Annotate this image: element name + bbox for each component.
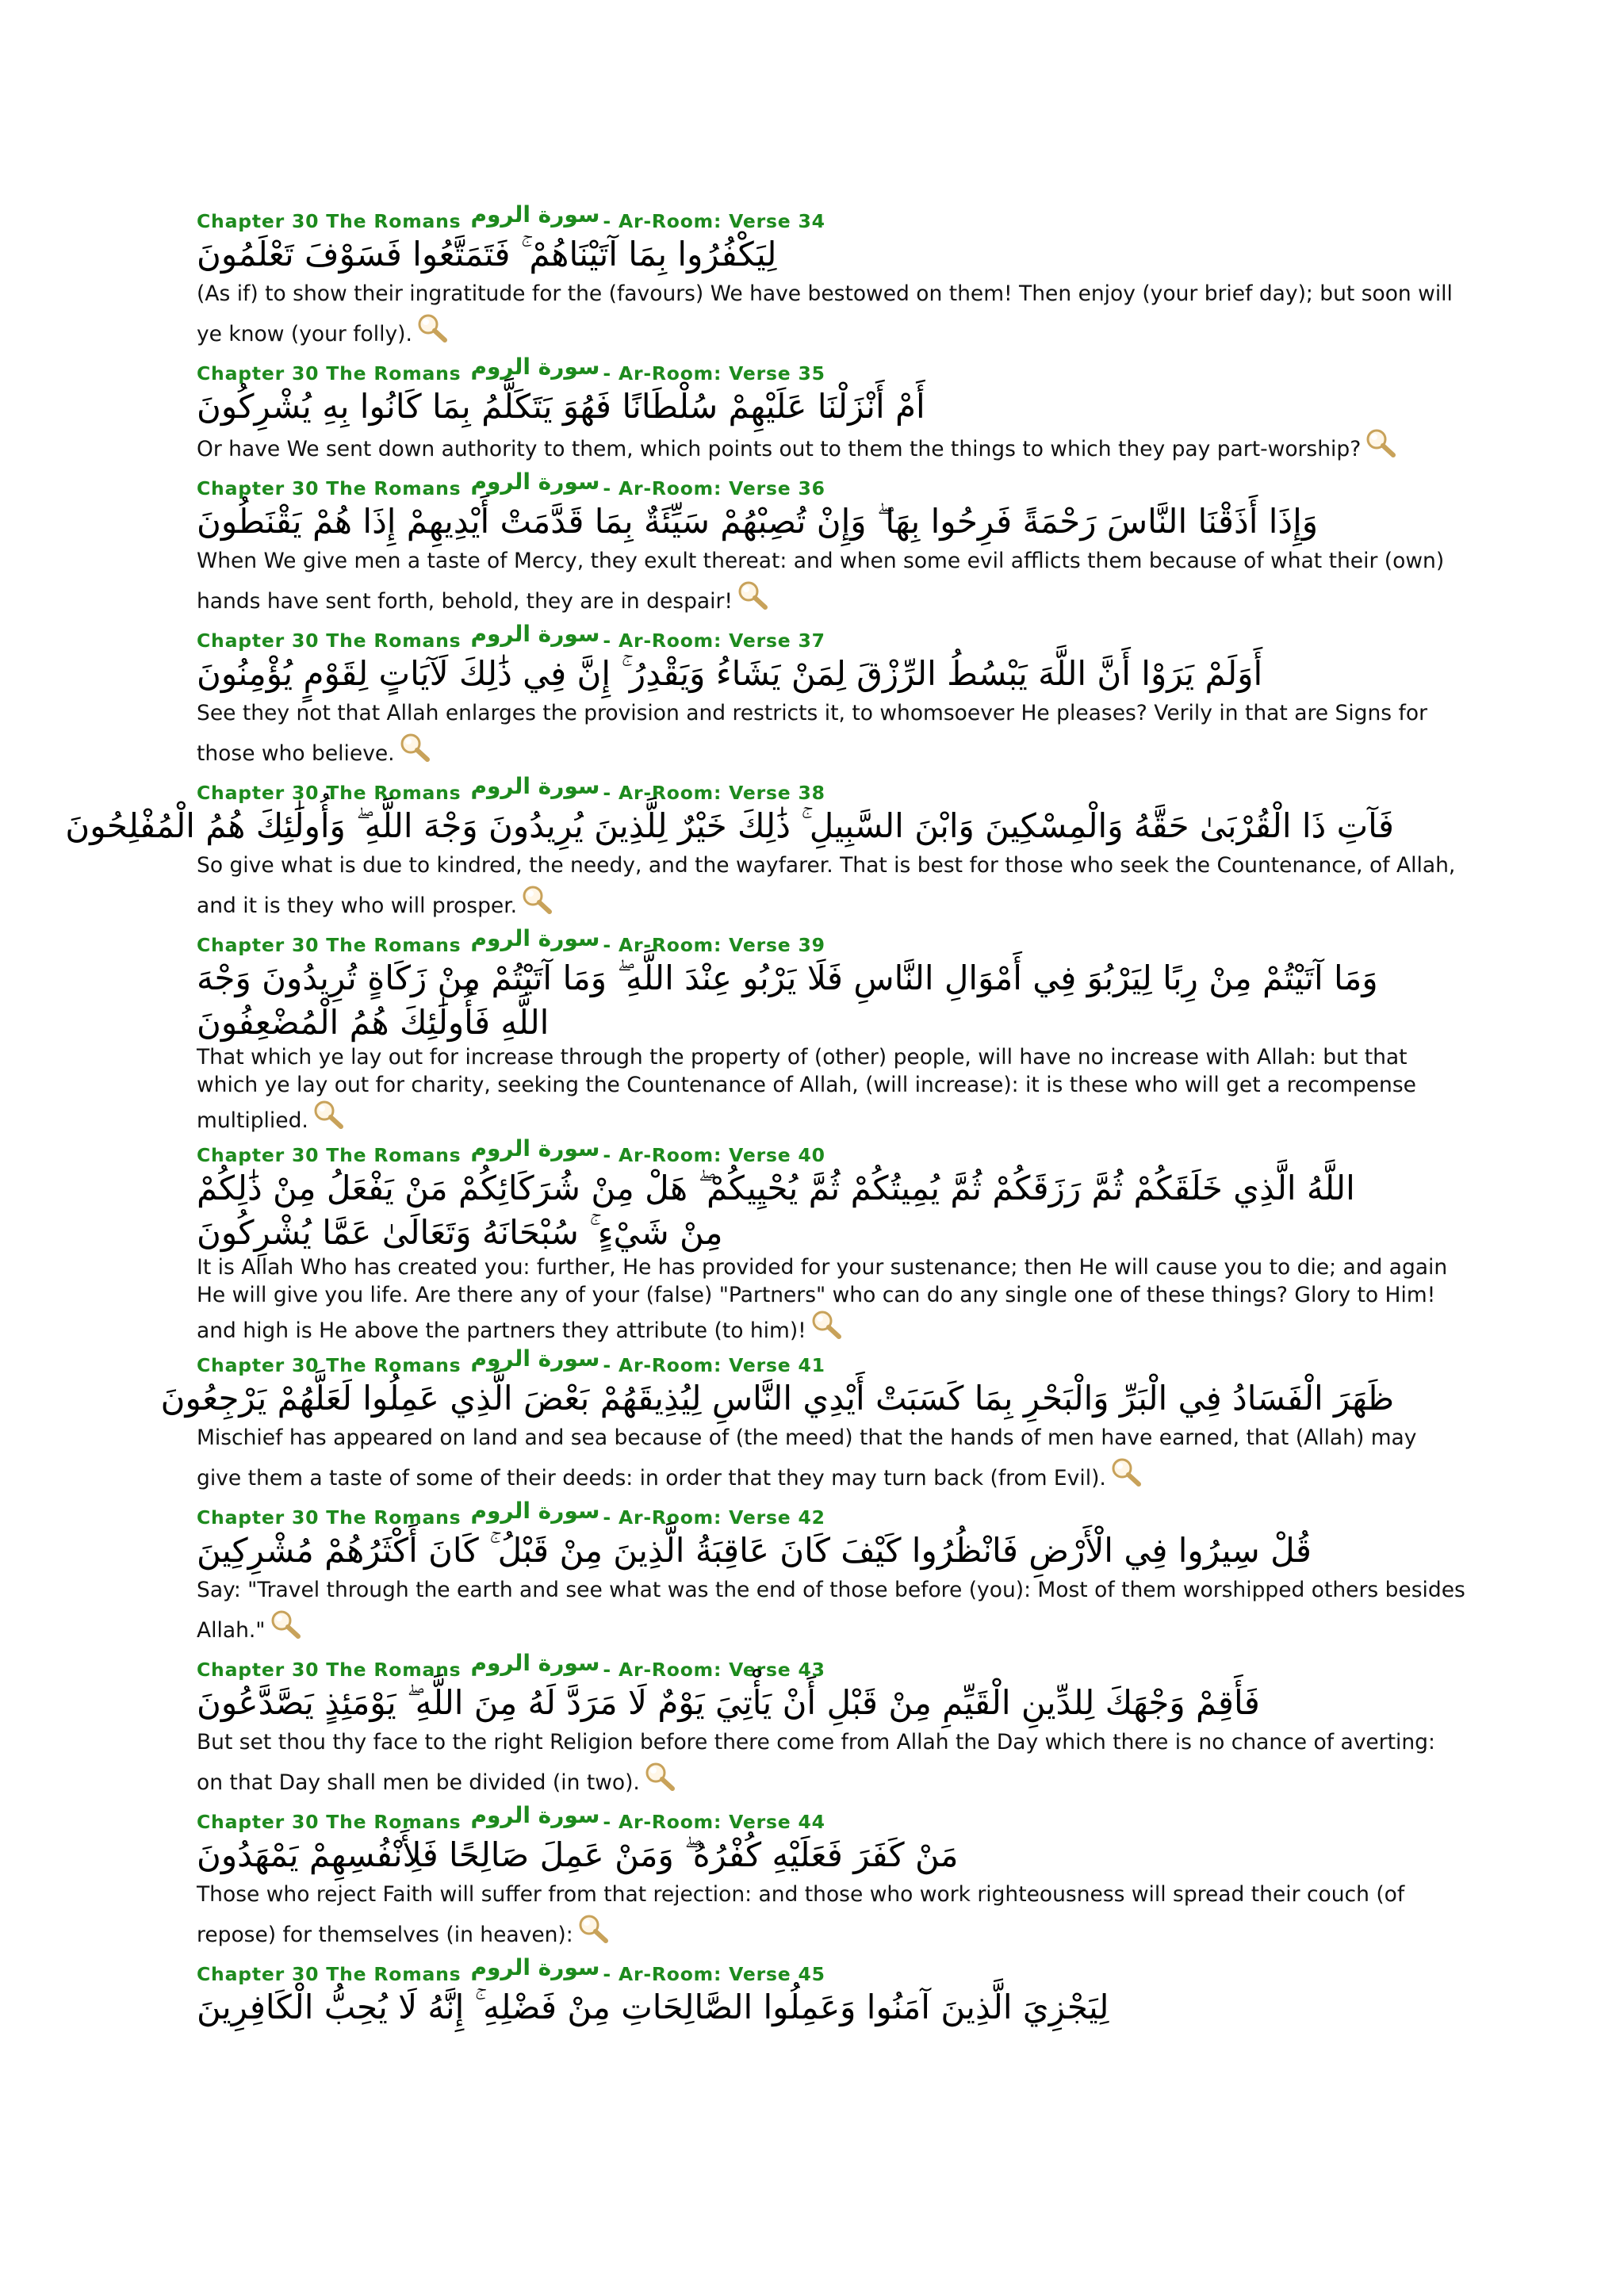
translation-text: [197, 1571, 1465, 1649]
translation-body: Those who reject Faith will suffer from that rejection: and those who work righteousness will spread their couch (of repose) for themselves (in heaven):: [197, 1882, 1405, 1947]
verse-header: [197, 1954, 1434, 1985]
translation-text: [197, 1876, 1465, 1954]
translation-body: When We give men a taste of Mercy, they exult thereat: and when some evil afflicts them because of what their (own) hands have sent forth, behold, they are in despair!: [197, 549, 1445, 614]
magnifier-icon[interactable]: [398, 732, 431, 763]
verse-header: [197, 772, 1434, 804]
translation-body: Say: "Travel through the earth and see what was the end of those before (you): Most of them worshipped others besides Allah.": [197, 1578, 1465, 1643]
magnifier-icon[interactable]: [1109, 1456, 1143, 1488]
verse-number: 40: [798, 1144, 825, 1166]
surah-verse-label: - Ar-Room: Verse: [603, 782, 791, 804]
magnifier-icon[interactable]: [810, 1309, 843, 1341]
surah-name-arabic: سورة الروم: [470, 469, 600, 495]
verse-number: 36: [798, 477, 825, 499]
verse-header: [197, 1497, 1434, 1529]
arabic-text: أَمْ أَنْزَلْنَا عَلَيْهِمْ سُلْطَانًا فَهُوَ يَتَكَلَّمُ بِمَا كَانُوا بِهِ يُشْرِكُونَ: [197, 387, 925, 426]
verse-41: [160, 1345, 1434, 1497]
verse-number: 37: [798, 629, 825, 652]
verse-number: 45: [798, 1963, 825, 1985]
surah-verse-label: - Ar-Room: Verse: [603, 1144, 791, 1166]
chapter-label: Chapter 30 The Romans: [197, 1354, 462, 1376]
translation-body: Or have We sent down authority to them, which points out to them the things to which they pay part-worship?: [197, 437, 1362, 461]
verse-header: [197, 924, 1434, 956]
arabic-text: مَنْ كَفَرَ فَعَلَيْهِ كُفْرُهُ ۖ وَمَنْ عَمِلَ صَالِحًا فَلِأَنْفُسِهِمْ يَمْهَدُونَ: [197, 1835, 959, 1874]
chapter-label: Chapter 30 The Romans: [197, 629, 462, 652]
arabic-text: وَإِذَا أَذَقْنَا النَّاسَ رَحْمَةً فَرِحُوا بِهَا ۖ وَإِنْ تُصِبْهُمْ سَيِّئَةٌ بِمَا قَدَّمَتْ أَيْدِيهِمْ إِذَا هُمْ يَقْنَطُونَ: [197, 502, 1319, 541]
verse-header: [197, 201, 1434, 232]
magnifier-icon[interactable]: [736, 580, 769, 611]
chapter-label: Chapter 30 The Romans: [197, 1659, 462, 1681]
translation-text: [197, 1419, 1465, 1497]
translation-body: See they not that Allah enlarges the provision and restricts it, to whomsoever He pleases? Verily in that are Signs for those who believe.: [197, 701, 1427, 766]
surah-verse-label: - Ar-Room: Verse: [603, 210, 791, 232]
translation-text: [197, 542, 1465, 620]
translation-body: But set thou thy face to the right Religion before there come from Allah the Day which there is no chance of averting: on that Day shall men be divided (in two).: [197, 1730, 1435, 1795]
translation-text: [197, 1043, 1465, 1135]
translation-body: (As if) to show their ingratitude for the (favours) We have bestowed on them! Then enjoy (your brief day); but soon will ye know (your folly).: [197, 281, 1453, 346]
verse-number: 39: [798, 934, 825, 956]
magnifier-icon[interactable]: [416, 312, 449, 344]
surah-verse-label: - Ar-Room: Verse: [603, 1659, 791, 1681]
verse-37: [197, 620, 1434, 772]
surah-verse-label: - Ar-Room: Verse: [603, 1506, 791, 1529]
surah-name-arabic: سورة الروم: [470, 354, 600, 380]
verse-43: [197, 1649, 1434, 1801]
verse-header: [197, 620, 1434, 652]
surah-name-arabic: سورة الروم: [470, 1135, 600, 1161]
chapter-label: Chapter 30 The Romans: [197, 1144, 462, 1166]
magnifier-icon[interactable]: [269, 1609, 302, 1640]
verse-header: [197, 1649, 1434, 1681]
arabic-text: اللَّهُ الَّذِي خَلَقَكُمْ ثُمَّ رَزَقَكُمْ ثُمَّ يُمِيتُكُمْ ثُمَّ يُحْيِيكُمْ ۖ هَلْ مِنْ شُرَكَائِكُمْ مَنْ يَفْعَلُ مِنْ ذَٰلِكُمْ مِنْ شَيْءٍ ۚ سُبْحَانَهُ وَتَعَالَىٰ عَمَّا يُشْرِكُونَ: [197, 1169, 1355, 1252]
surah-verse-label: - Ar-Room: Verse: [603, 477, 791, 499]
surah-verse-label: - Ar-Room: Verse: [603, 1811, 791, 1833]
verse-header: [197, 353, 1434, 385]
verse-34: [197, 201, 1453, 353]
verse-header: [197, 1801, 1434, 1833]
magnifier-icon[interactable]: [520, 884, 553, 916]
surah-name-arabic: سورة الروم: [470, 1802, 600, 1828]
surah-verse-label: - Ar-Room: Verse: [603, 1963, 791, 1985]
surah-name-arabic: سورة الروم: [470, 1498, 600, 1524]
chapter-label: Chapter 30 The Romans: [197, 934, 462, 956]
arabic-text: فَأَقِمْ وَجْهَكَ لِلدِّينِ الْقَيِّمِ مِنْ قَبْلِ أَنْ يَأْتِيَ يَوْمٌ لَا مَرَدَّ لَهُ مِنَ اللَّهِ ۖ يَوْمَئِذٍ يَصَّدَّعُونَ: [197, 1683, 1260, 1722]
arabic-text: ظَهَرَ الْفَسَادُ فِي الْبَرِّ وَالْبَحْرِ بِمَا كَسَبَتْ أَيْدِي النَّاسِ لِيُذِيقَهُمْ بَعْضَ الَّذِي عَمِلُوا لَعَلَّهُمْ يَرْجِعُونَ: [160, 1379, 1394, 1418]
arabic-text: أَوَلَمْ يَرَوْا أَنَّ اللَّهَ يَبْسُطُ الرِّزْقَ لِمَنْ يَشَاءُ وَيَقْدِرُ ۚ إِنَّ فِي ذَٰلِكَ لَآيَاتٍ لِقَوْمٍ يُؤْمِنُونَ: [197, 654, 1263, 693]
chapter-label: Chapter 30 The Romans: [197, 1506, 462, 1529]
magnifier-icon[interactable]: [643, 1761, 676, 1793]
chapter-label: Chapter 30 The Romans: [197, 210, 462, 232]
verse-header: [197, 468, 1434, 499]
surah-name-arabic: سورة الروم: [470, 1954, 600, 1980]
translation-text: [197, 1724, 1465, 1801]
verse-44: [197, 1801, 1434, 1954]
translation-text: [197, 427, 1465, 468]
arabic-text: فَآتِ ذَا الْقُرْبَىٰ حَقَّهُ وَالْمِسْكِينَ وَابْنَ السَّبِيلِ ۚ ذَٰلِكَ خَيْرٌ لِلَّذِينَ يُرِيدُونَ وَجْهَ اللَّهِ ۖ وَأُولَٰئِكَ هُمُ الْمُفْلِحُونَ: [65, 806, 1394, 845]
verse-45: [197, 1954, 1434, 2030]
verse-header: [197, 1345, 1434, 1376]
surah-name-arabic: سورة الروم: [470, 773, 600, 799]
chapter-label: Chapter 30 The Romans: [197, 782, 462, 804]
chapter-label: Chapter 30 The Romans: [197, 362, 462, 385]
chapter-label: Chapter 30 The Romans: [197, 1811, 462, 1833]
chapter-label: Chapter 30 The Romans: [197, 477, 462, 499]
surah-name-arabic: سورة الروم: [470, 201, 600, 228]
verse-number: 34: [798, 210, 825, 232]
magnifier-icon[interactable]: [312, 1099, 345, 1131]
verse-number: 44: [798, 1811, 825, 1833]
surah-name-arabic: سورة الروم: [470, 621, 600, 647]
translation-text: [197, 1253, 1465, 1345]
surah-name-arabic: سورة الروم: [470, 1650, 600, 1676]
verse-header: [197, 1135, 1434, 1166]
surah-name-arabic: سورة الروم: [470, 925, 600, 951]
translation-text: [197, 275, 1465, 353]
arabic-text: لِيَجْزِيَ الَّذِينَ آمَنُوا وَعَمِلُوا الصَّالِحَاتِ مِنْ فَضْلِهِ ۚ إِنَّهُ لَا يُحِبُّ الْكَافِرِينَ: [197, 1988, 1109, 2026]
verse-list: [65, 201, 1465, 2030]
chapter-label: Chapter 30 The Romans: [197, 1963, 462, 1985]
verse-42: [197, 1497, 1465, 1649]
verse-number: 38: [798, 782, 825, 804]
translation-body: So give what is due to kindred, the needy, and the wayfarer. That is best for those who seek the Countenance, of Allah, and it is they who will prosper.: [197, 853, 1456, 918]
verse-number: 35: [798, 362, 825, 385]
translation-text: [197, 847, 1465, 924]
verse-38: [65, 772, 1456, 924]
verse-35: [197, 353, 1434, 468]
arabic-text: قُلْ سِيرُوا فِي الْأَرْضِ فَانْظُرُوا كَيْفَ كَانَ عَاقِبَةُ الَّذِينَ مِنْ قَبْلُ ۚ كَانَ أَكْثَرُهُمْ مُشْرِكِينَ: [197, 1531, 1312, 1570]
verse-number: 43: [798, 1659, 825, 1681]
surah-verse-label: - Ar-Room: Verse: [603, 362, 791, 385]
verse-40: [197, 1135, 1448, 1345]
translation-text: [197, 695, 1465, 772]
magnifier-icon[interactable]: [1364, 427, 1397, 459]
translation-body: That which ye lay out for increase through the property of (other) people, will have no increase with Allah: but that which ye lay out for charity, seeking the Countenance of Allah, (will increase): it is these who will get a recompense multiplied.: [197, 1045, 1416, 1133]
surah-name-arabic: سورة الروم: [470, 1345, 600, 1372]
arabic-text: وَمَا آتَيْتُمْ مِنْ رِبًا لِيَرْبُوَ فِي أَمْوَالِ النَّاسِ فَلَا يَرْبُو عِنْدَ اللَّهِ ۖ وَمَا آتَيْتُمْ مِنْ زَكَاةٍ تُرِيدُونَ وَجْهَ اللَّهِ فَأُولَٰئِكَ هُمُ الْمُضْعِفُونَ: [197, 959, 1378, 1042]
translation-body: Mischief has appeared on land and sea because of (the meed) that the hands of men have earned, that (Allah) may give them a taste of some of their deeds: in order that they may turn back (from Evil).: [197, 1425, 1417, 1490]
verse-number: 42: [798, 1506, 825, 1529]
verse-39: [197, 924, 1434, 1135]
surah-verse-label: - Ar-Room: Verse: [603, 629, 791, 652]
verse-number: 41: [798, 1354, 825, 1376]
magnifier-icon[interactable]: [576, 1913, 610, 1945]
verse-36: [197, 468, 1445, 620]
surah-verse-label: - Ar-Room: Verse: [603, 934, 791, 956]
translation-body: It is Allah Who has created you: further, He has provided for your sustenance; then He will cause you to die; and again He will give you life. Are there any of your (false) "Partners" who can do any single one of these things? Glory to Him! and high is He above the partners they attribute (to him)!: [197, 1255, 1448, 1343]
arabic-text: لِيَكْفُرُوا بِمَا آتَيْنَاهُمْ ۚ فَتَمَتَّعُوا فَسَوْفَ تَعْلَمُونَ: [197, 235, 777, 274]
surah-verse-label: - Ar-Room: Verse: [603, 1354, 791, 1376]
